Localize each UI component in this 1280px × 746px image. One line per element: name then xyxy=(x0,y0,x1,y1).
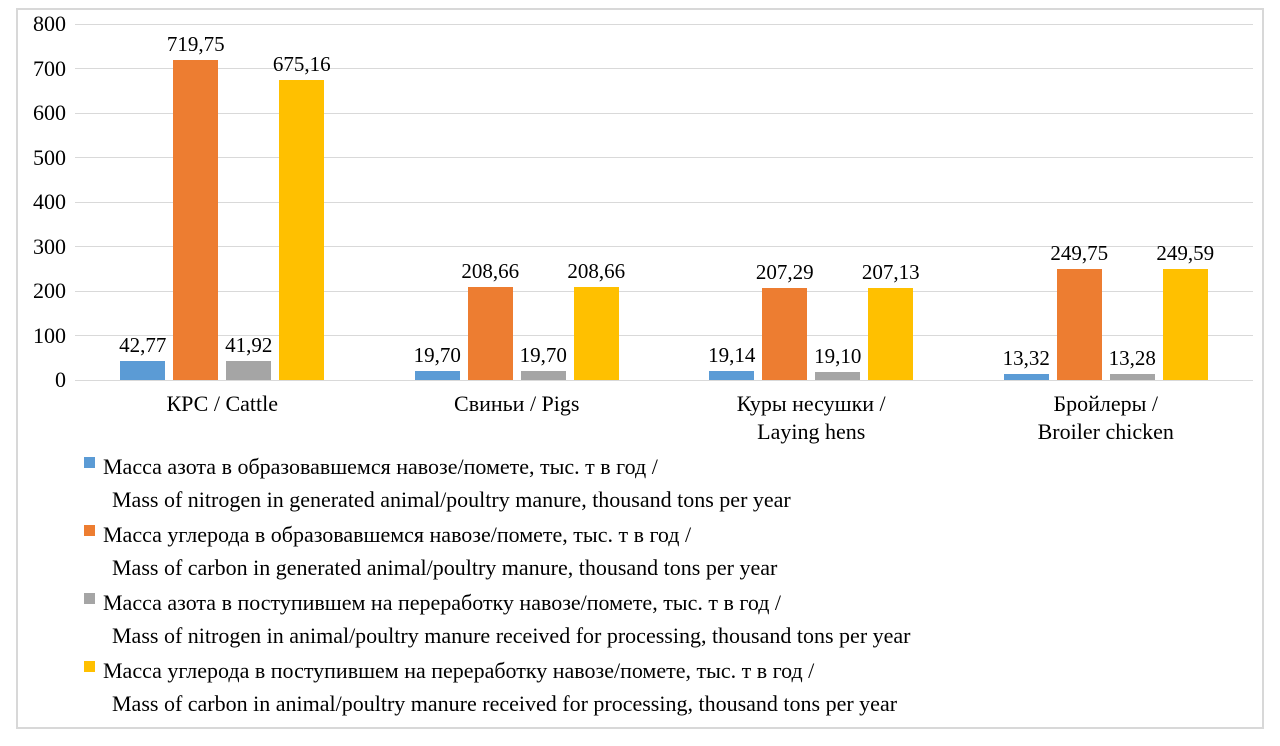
bar-value-label: 719,75 xyxy=(166,31,225,56)
bar xyxy=(709,371,754,380)
y-axis-tick-label: 500 xyxy=(33,144,66,170)
bar xyxy=(574,287,619,380)
legend-text-english: Mass of carbon in generated animal/poultry manure, thousand tons per year xyxy=(112,555,778,580)
bar-value-label: 208,66 xyxy=(461,259,520,284)
y-axis-tick-label: 200 xyxy=(33,278,66,303)
bar xyxy=(815,372,860,380)
bar-value-label: 13,32 xyxy=(1002,346,1050,371)
bar-value-label: 19,14 xyxy=(708,343,756,368)
y-axis-tick-label: 100 xyxy=(33,322,66,348)
legend-text-english: Mass of nitrogen in animal/poultry manure received for processing, thousand tons per year xyxy=(112,623,911,648)
bar xyxy=(1110,374,1155,380)
legend-marker-swatch xyxy=(84,661,95,672)
bar-value-label: 207,29 xyxy=(755,259,814,284)
category-label-line: Куры несушки / xyxy=(736,391,886,416)
category-label-line: Broiler chicken xyxy=(1037,419,1174,444)
legend-text-russian: Масса азота в поступившем на переработку навозе/помете, тыс. т в год / xyxy=(103,590,782,615)
bar xyxy=(1163,269,1208,380)
bar xyxy=(415,371,460,380)
y-axis-tick-label: 800 xyxy=(33,11,66,36)
bar-value-label: 249,59 xyxy=(1156,240,1215,265)
category-label-line: КРС / Cattle xyxy=(166,391,278,416)
gridline xyxy=(75,24,1253,25)
category-label xyxy=(966,390,1246,446)
bar xyxy=(521,371,566,380)
legend-item xyxy=(84,450,1244,516)
bar-value-label: 19,10 xyxy=(814,343,862,368)
y-axis-tick-label: 300 xyxy=(33,233,66,259)
bar-value-label: 249,75 xyxy=(1050,240,1109,265)
legend-marker-swatch xyxy=(84,457,95,468)
y-axis-tick-label: 600 xyxy=(33,100,66,125)
category-label xyxy=(671,390,951,446)
bar-value-label: 42,77 xyxy=(119,332,167,357)
y-axis-tick-label: 400 xyxy=(33,189,66,214)
gridline xyxy=(75,113,1253,114)
bar-value-label: 207,13 xyxy=(861,259,920,284)
legend-text-russian: Масса углерода в образовавшемся навозе/помете, тыс. т в год / xyxy=(103,522,692,547)
legend-text-english: Mass of carbon in animal/poultry manure received for processing, thousand tons per year xyxy=(112,691,898,716)
category-label-line: Laying hens xyxy=(757,419,866,444)
legend-marker-swatch xyxy=(84,525,95,536)
category-label-line: Бройлеры / xyxy=(1053,391,1159,416)
bar xyxy=(120,361,165,380)
legend-text-english: Mass of nitrogen in generated animal/poultry manure, thousand tons per year xyxy=(112,487,791,512)
y-axis-tick-label: 0 xyxy=(55,367,66,392)
bar-value-label: 19,70 xyxy=(519,343,567,368)
legend-text-russian: Масса углерода в поступившем на переработку навозе/помете, тыс. т в год / xyxy=(103,658,815,683)
bar xyxy=(279,80,324,380)
bar-value-label: 41,92 xyxy=(225,333,273,358)
legend-marker-swatch xyxy=(84,593,95,604)
bar xyxy=(226,361,271,380)
category-label xyxy=(82,390,362,418)
legend-text-russian: Масса азота в образовавшемся навозе/помете, тыс. т в год / xyxy=(103,454,658,479)
gridline xyxy=(75,68,1253,69)
legend-item xyxy=(84,586,1244,652)
category-label xyxy=(377,390,657,418)
bar-value-label: 13,28 xyxy=(1108,346,1156,371)
y-axis-tick-label: 700 xyxy=(33,55,66,81)
bar xyxy=(1004,374,1049,380)
gridline xyxy=(75,202,1253,203)
bar-value-label: 208,66 xyxy=(567,259,626,284)
category-label-line: Свиньи / Pigs xyxy=(454,391,580,416)
chart-legend xyxy=(84,450,1244,722)
bar-value-label: 675,16 xyxy=(272,51,331,76)
bar-value-label: 19,70 xyxy=(413,343,461,368)
bar xyxy=(868,288,913,380)
legend-item xyxy=(84,654,1244,720)
gridline xyxy=(75,157,1253,158)
legend-item xyxy=(84,518,1244,584)
